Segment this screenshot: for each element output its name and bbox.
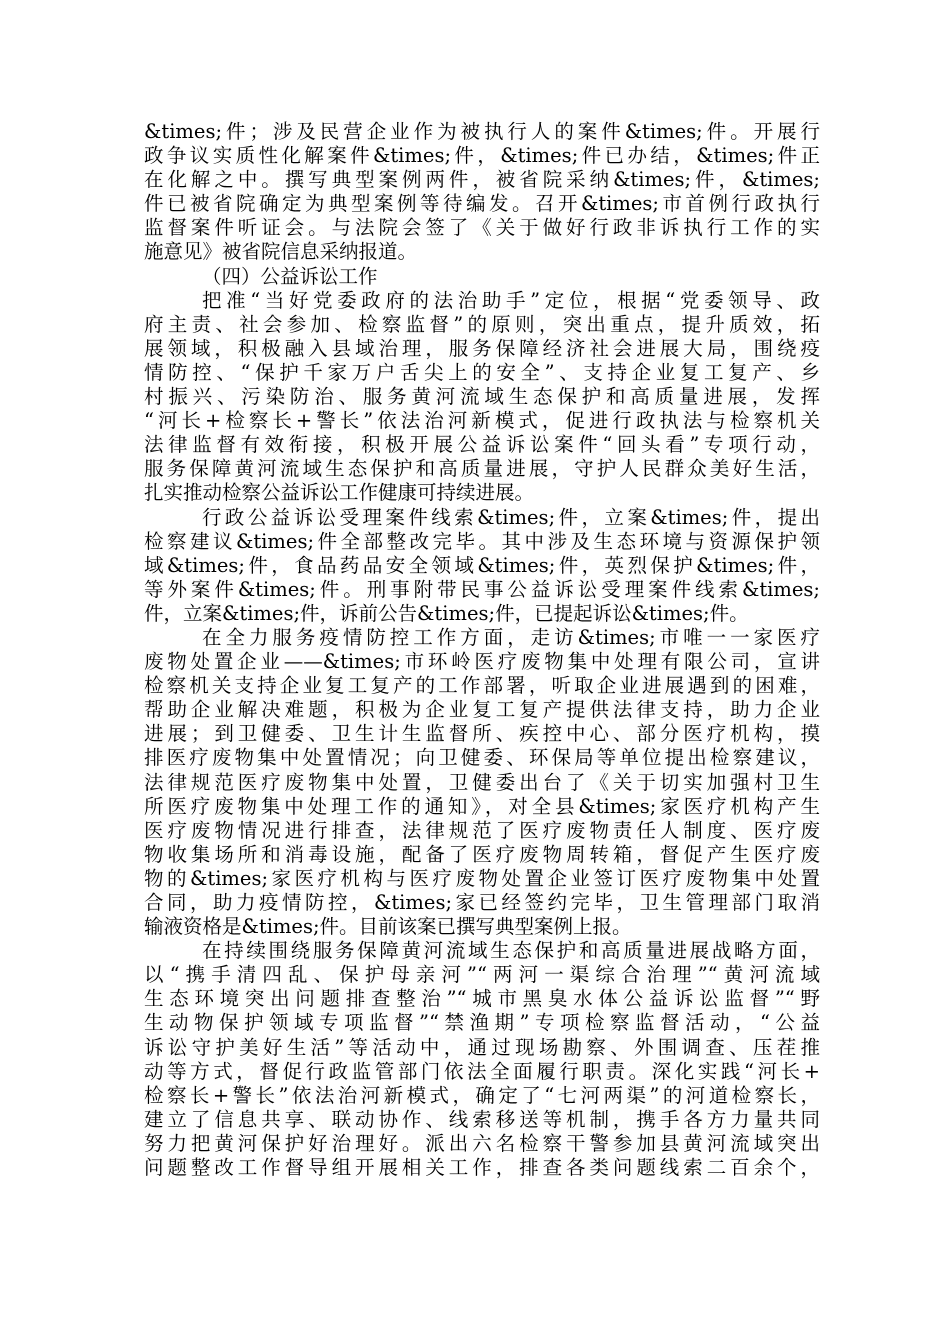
text-line: 建立了信息共享、联动协作、线索移送等机制，携手各方力量共同 xyxy=(144,1107,820,1131)
paragraph-first-line: 把准“当好党委政府的法治助手”定位，根据“党委领导、政 xyxy=(202,288,820,312)
text-line: 检察机关支持企业复工复产的工作部署，听取企业进展遇到的困难， xyxy=(144,674,820,698)
text-line: 等外案件&times;件。刑事附带民事公益诉讼受理案件线索&times; xyxy=(144,577,820,601)
text-line: 生动物保护领域专项监督”“禁渔期”专项检察监督活动，“公益 xyxy=(144,1011,820,1035)
text-line: 展领域，积极融入县域治理，服务保障经济社会进展大局，围绕疫 xyxy=(144,336,820,360)
text-line: 监督案件听证会。与法院会签了《关于做好行政非诉执行工作的实 xyxy=(144,216,820,240)
text-line: 以“携手清四乱、保护母亲河”“两河一渠综合治理”“黄河流域 xyxy=(144,963,820,987)
text-line: 检察长+警长”依法治河新模式，确定了“七河两渠”的河道检察长， xyxy=(144,1083,820,1107)
text-line: 帮助企业解决难题，积极为企业复工复产提供法律支持，助力企业 xyxy=(144,698,820,722)
text-line: “河长+检察长+警长”依法治河新模式，促进行政执法与检察机关 xyxy=(144,409,820,433)
text-line: 所医疗废物集中处理工作的通知》，对全县&times;家医疗机构产生 xyxy=(144,794,820,818)
text-line: 努力把黄河保护好治理好。派出六名检察干警参加县黄河流域突出 xyxy=(144,1131,820,1155)
paragraph-first-line: 在持续围绕服务保障黄河流域生态保护和高质量进展战略方面， xyxy=(202,939,820,963)
text-line: 物收集场所和消毒设施，配备了医疗废物周转箱，督促产生医疗废 xyxy=(144,842,820,866)
text-line: 输液资格是&times;件。目前该案已撰写典型案例上报。 xyxy=(144,915,632,939)
text-line: 在化解之中。撰写典型案例两件，被省院采纳&times;件，&times; xyxy=(144,168,820,192)
body-text xyxy=(144,120,820,1180)
text-line: 检察建议&times;件全部整改完毕。其中涉及生态环境与资源保护领 xyxy=(144,529,820,553)
paragraph-first-line: 在全力服务疫情防控工作方面，走访&times;市唯一一家医疗 xyxy=(202,625,820,649)
text-line: 法律监督有效衔接，积极开展公益诉讼案件“回头看”专项行动， xyxy=(144,433,820,457)
text-line: 诉讼守护美好生活”等活动中，通过现场勘察、外围调查、压茬推 xyxy=(144,1035,820,1059)
text-line: &times;件；涉及民营企业作为被执行人的案件&times;件。开展行 xyxy=(144,120,820,143)
text-line: 件已被省院确定为典型案例等待编发。召开&times;市首例行政执行 xyxy=(144,192,820,216)
text-line: 政争议实质性化解案件&times;件，&times;件已办结，&times;件正 xyxy=(144,144,820,168)
text-line: 进展；到卫健委、卫生计生监督所、疾控中心、部分医疗机构，摸 xyxy=(144,722,820,746)
text-line: 合同，助力疫情防控，&times;家已经签约完毕，卫生管理部门取消 xyxy=(144,891,820,914)
paragraph-first-line: （四）公益诉讼工作 xyxy=(202,264,378,288)
text-line: 废物处置企业——&times;市环岭医疗废物集中处理有限公司，宣讲 xyxy=(144,650,820,674)
text-line: 扎实推动检察公益诉讼工作健康可持续进展。 xyxy=(144,481,535,505)
text-line: 排医疗废物集中处置情况；向卫健委、环保局等单位提出检察建议， xyxy=(144,746,820,770)
text-line: 物的&times;家医疗机构与医疗废物处置企业签订医疗废物集中处置 xyxy=(144,866,820,890)
text-line: 法律规范医疗废物集中处置，卫健委出台了《关于切实加强村卫生 xyxy=(144,770,820,794)
text-line: 村振兴、污染防治、服务黄河流域生态保护和高质量进展，发挥 xyxy=(144,385,820,409)
text-line: 府主责、社会参加、检察监督”的原则，突出重点，提升质效，拓 xyxy=(144,312,820,336)
text-line: 医疗废物情况进行排查，法律规范了医疗废物责任人制度、医疗废 xyxy=(144,818,820,842)
text-line: 施意见》被省院信息采纳报道。 xyxy=(144,240,418,264)
paragraph-first-line: 行政公益诉讼受理案件线索&times;件，立案&times;件，提出 xyxy=(202,505,820,529)
text-line: 域&times;件，食品药品安全领域&times;件，英烈保护&times;件， xyxy=(144,553,820,577)
text-line: 服务保障黄河流域生态保护和高质量进展，守护人民群众美好生活， xyxy=(144,457,820,481)
text-line: 件，立案&times;件，诉前公告&times;件，已提起诉讼&times;件。 xyxy=(144,601,749,625)
text-line: 生态环境突出问题排查整治”“城市黑臭水体公益诉讼监督”“野 xyxy=(144,987,820,1011)
text-line: 问题整改工作督导组开展相关工作，排查各类问题线索二百余个， xyxy=(144,1156,820,1180)
text-line: 情防控、“保护千家万户舌尖上的安全”、支持企业复工复产、乡 xyxy=(144,360,820,384)
text-line: 动等方式，督促行政监管部门依法全面履行职责。深化实践“河长+ xyxy=(144,1059,820,1083)
